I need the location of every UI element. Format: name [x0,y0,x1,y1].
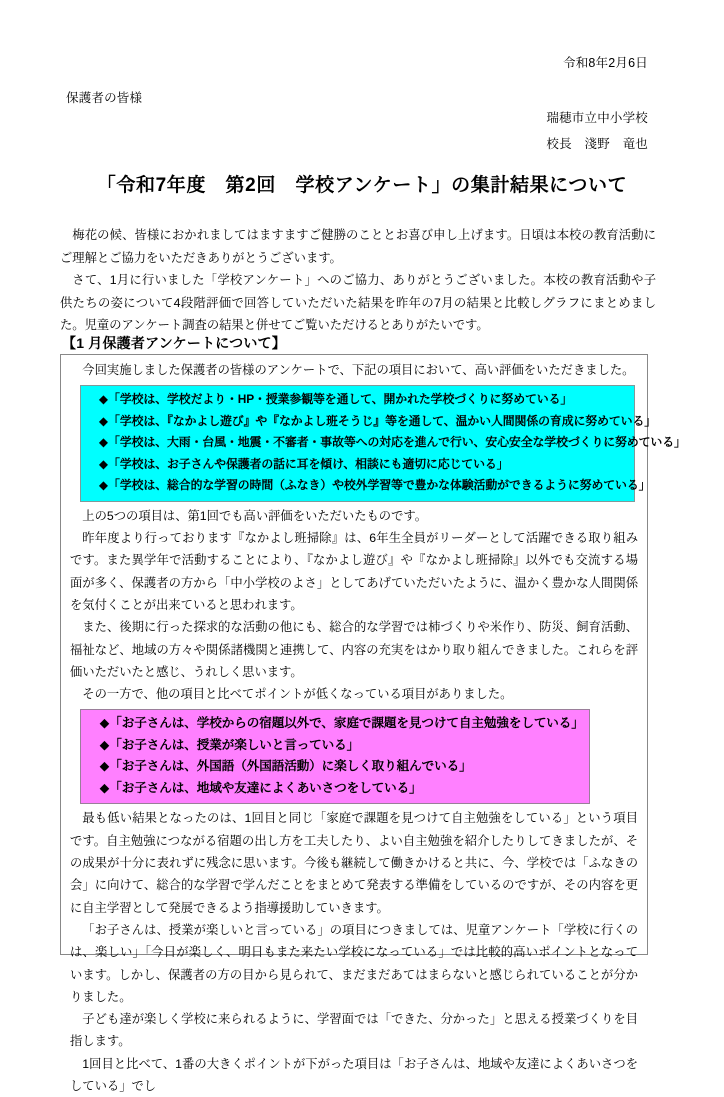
diamond-icon: ◆ [98,413,109,428]
content-paragraph-9: 1回目と比べて、1番の大きくポイントが下がった項目は「お子さんは、地域や友達によくあいさつをしている」でし [70,1056,638,1094]
low-eval-item [87,778,583,800]
document-addressee: 保護者の皆様 [66,91,143,105]
low-eval-item [87,756,583,778]
page-title: 「令和7年度 第2回 学校アンケート」の集計結果について [96,175,628,196]
low-eval-item-text: 「お子さんは、地域や友達によくあいさつをしている」 [109,780,422,795]
high-eval-item-text: 「学校は、『なかよし遊び』や『なかよし班そうじ』等を通して、温かい人間関係の育成に努めている」 [108,413,657,428]
survey-content-box [60,354,686,1094]
high-eval-item-text: 「学校は、お子さんや保護者の話に耳を傾け、相談にも適切に応じている」 [108,456,509,471]
content-paragraph-4: 昨年度より行っております『なかよし班掃除』は、6年生全員がリーダーとして活躍できる取り組みです。また異学年で活動することにより、『なかよし遊び』や『なかよし班掃除』以外でも交流する場面が多く、保護者の方から「中小学校のよさ」としてあげていただいたように、温かく豊かな人間関係を気付くことが出来ていると思われます。 [70,531,638,612]
diamond-icon: ◆ [98,435,109,450]
low-eval-item [87,735,583,757]
diamond-icon: ◆ [99,759,110,774]
low-eval-item-text: 「お子さんは、授業が楽しいと言っている」 [109,737,360,752]
high-eval-item-text: 「学校は、大雨・台風・地震・不審者・事故等への対応を進んで行い、安心安全な学校づくりに努めている」 [108,435,686,450]
content-paragraph-8: 子ども達が楽しく学校に来られるように、学習面では「できた、分かった」と思える授業づくりを目指します。 [70,1012,638,1049]
low-eval-lead: その一方で、他の項目と比べてポイントが低くなっている項目がありました。 [82,687,513,702]
diamond-icon: ◆ [98,456,109,471]
content-paragraph-5: また、後期に行った探求的な活動の他にも、総合的な学習では柿づくりや米作り、防災、飼育活動、福祉など、地域の方々や関係諸機関と連携して、内容の充実をはかり取り組んできました。これらを評価いただいたと感じ、うれしく思います。 [70,620,638,679]
high-eval-item [87,454,628,476]
content-paragraph-7: 「お子さんは、授業が楽しいと言っている」の項目につきましては、児童アンケート「学校に行くのは、楽しい」「今日が楽しく、明日もまた来たい学校になっている」では比較的高いポイントとなっています。しかし、保護者の方の目から見られて、まだまだあてはまらないと感じられていることが分かりました。 [70,922,638,1004]
high-evaluation-highlight-box [80,385,686,502]
low-evaluation-highlight-box [80,709,590,804]
school-name: 瑞穂市立中小学校 [546,111,648,125]
content-paragraph-3: 上の5つの項目は、第1回でも高い評価をいただいたものです。 [82,508,428,523]
intro-paragraph-2: さて、1月に行いました「学校アンケート」へのご協力、ありがとうございました。本校の教育活動や子供たちの姿について4段階評価で回答していただいた結果を昨年の7月の結果と比較しグラフにまとめました。児童のアンケート調査の結果と併せてご覧いただけるとありがたいです。 [60,273,656,332]
intro-paragraphs [60,224,656,337]
low-eval-item-text: 「お子さんは、学校からの宿題以外で、家庭で課題を見つけて自主勉強をしている」 [109,716,584,731]
content-paragraph-6: 最も低い結果となったのは、1回目と同じ「家庭で課題を見つけて自主勉強をしている」という項目です。自主勉強につながる宿題の出し方を工夫したり、よい自主勉強を紹介したりしてきましたが、その成果が十分に表れずに残念に思います。今後も継続して働きかけると共に、今、学校では「ふなきの会」に向けて、総合的な学習で学んだことをまとめて発表する準備をしているのですが、その内容を更に自主学習として発展できるよう指導援助していきます。 [70,811,638,915]
section-heading: 【1 月保護者アンケートについて】 [62,335,286,351]
principal-name: 校長 淺野 竜也 [546,137,648,151]
high-eval-item-text: 「学校は、総合的な学習の時間（ふなき）や校外学習等で豊かな体験活動ができるように努めている」 [108,478,651,493]
low-eval-item [87,713,583,735]
low-eval-item-text: 「お子さんは、外国語（外国語活動）に楽しく取り組んでいる」 [109,759,472,774]
diamond-icon: ◆ [99,716,110,731]
diamond-icon: ◆ [98,478,109,493]
document-date: 令和8年2月6日 [563,56,648,70]
intro-paragraph-1: 梅花の候、皆様におかれましてはますますご健勝のこととお喜び申し上げます。日頃は本校の教育活動にご理解とご協力をいただきありがとうございます。 [60,228,656,265]
high-eval-item [87,432,686,454]
high-eval-item [87,475,651,497]
high-eval-item [87,411,657,433]
diamond-icon: ◆ [99,737,110,752]
diamond-icon: ◆ [98,392,109,407]
high-eval-lead: 今回実施しました保護者の皆様のアンケートで、下記の項目において、高い評価をいただきました。 [82,363,635,377]
high-eval-item [87,389,628,411]
high-eval-item-text: 「学校は、学校だより・HP・授業参観等を通して、開かれた学校づくりに努めている」 [108,392,573,407]
diamond-icon: ◆ [99,780,110,795]
